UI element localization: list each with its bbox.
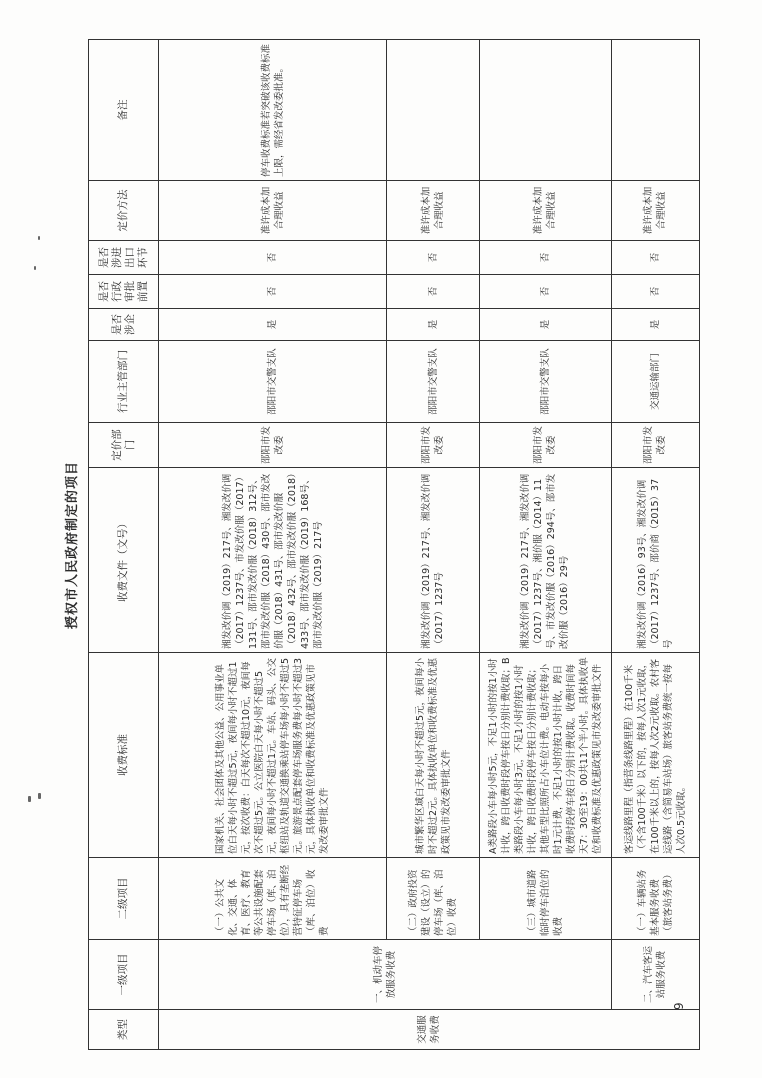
enterprise-cell: 是 [159, 309, 387, 341]
authority-cell: 邵阳市交警支队 [479, 341, 611, 423]
header-authority: 行业主管部门 [89, 341, 159, 423]
approval-cell: 否 [159, 275, 387, 309]
dept-cell: 邵阳市发改委 [387, 423, 479, 468]
page-title: 授权市人民政府制定的项目 [65, 461, 80, 630]
authority-cell: 邵阳市交警支队 [159, 341, 387, 423]
approval-cell: 否 [479, 275, 611, 309]
standard-cell: A类路段小车每小时5元，不足1小时的按1小时计收，跨日收费时段停车按日分别计费收取；B类路段小车每小时3元，不足1小时的按1小时计收，跨日收费时段停车按日分别计费收取；其他车型比照所占小车位计费。电动车按每小时1元计费，不足1小时的按1小时计收，跨日收费时段停车按日分别计费收取。收费时间每天7：30至19：00共11个半小时。具体执收单位和收费标准及优惠政策见市发改委审批文件 [479, 653, 611, 858]
header-enterprise: 是否涉企 [89, 309, 159, 341]
rotated-table-sheet [60, 40, 700, 1050]
level1-cell: 二、汽车客运站服务收费 [611, 940, 699, 1010]
level2-cell: （一）车辆站务基本服务收费（旅客站务费） [611, 858, 699, 940]
dept-cell: 邵阳市发改委 [479, 423, 611, 468]
doc-cell: 湘发改价调（2019）217号、湘发改价调（2017）1237号、湘价服（2014）11号、市发改价服（2016）294号、邵市发改价服（2016）29号 [479, 468, 611, 653]
approval-cell: 否 [611, 275, 699, 309]
import-export-cell: 否 [387, 241, 479, 275]
doc-cell: 湘发改价调（2019）217号、湘发改价调（2017）1237号、市发改价服（2017）131号、邵市发改价服（2018）312号、邵市发改价服（2018）430号、邵市发改价服（2018）431号、邵市发改价服（2018）432号、邵市发改价服（2018）433号、邵市发改价服（2019）168号、邵市发改价服（2019）217号 [159, 468, 387, 653]
method-cell: 准许成本加合理收益 [479, 181, 611, 241]
dept-cell: 邵阳市发改委 [159, 423, 387, 468]
doc-cell: 湘发改价调（2019）217号、湘发改价调（2017）1237号 [387, 468, 479, 653]
header-type: 类型 [89, 1010, 159, 1050]
header-row [89, 40, 159, 1050]
table-row [387, 40, 479, 1050]
standard-cell: 国家机关、社会团体及其他公益、公用事业单位白天每小时不超过5元，夜间每小时不超过1元，按次收费：白天每次不超过10元，夜间每次不超过5元。公立医院白天每小时不超过5元，夜间每小时不超过1元。车站、码头、公交枢纽站及轨道交通换乘站停车场每小时不超过5元。旅游景点配套停车场服务费每小时不超过3元，具体执收单位和收费标准及优惠政策见市发改委审批文件 [159, 653, 387, 858]
method-cell: 准许成本加合理收益 [387, 181, 479, 241]
method-cell: 准许成本加合理收益 [611, 181, 699, 241]
header-dept: 定价部门 [89, 423, 159, 468]
level2-cell: （二）政府投资建设（设立）的停车场（库、泊位）收费 [387, 858, 479, 940]
import-export-cell: 否 [159, 241, 387, 275]
scan-speck [34, 266, 36, 270]
import-export-cell: 否 [479, 241, 611, 275]
header-approval: 是否行政审批前置 [89, 275, 159, 309]
fee-table [88, 39, 700, 1050]
remark-cell: 停车收费标准若突破该收费标准上限，需经省发改委批准。 [159, 40, 387, 181]
level2-cell: （一）公共文化、交通、体育、医疗、教育等公共设施配套停车场（库、泊位），具有垄断经营特征停车场（库、泊位）收费 [159, 858, 387, 940]
table-row [479, 40, 611, 1050]
remark-cell [611, 40, 699, 181]
header-import-export: 是否涉进出口环节 [89, 241, 159, 275]
level1-cell: 一、机动车停放服务收费 [159, 940, 612, 1010]
scan-speck [38, 236, 40, 240]
doc-cell: 湘发改价调（2016）93号、湘发改价调（2017）1237号、邵价商（2015）37号 [611, 468, 699, 653]
header-level1: 一级项目 [89, 940, 159, 1010]
enterprise-cell: 是 [387, 309, 479, 341]
table-row [611, 40, 699, 1050]
enterprise-cell: 是 [611, 309, 699, 341]
dept-cell: 邵阳市发改委 [611, 423, 699, 468]
authority-cell: 邵阳市交警支队 [387, 341, 479, 423]
method-cell: 准许成本加合理收益 [159, 181, 387, 241]
table-row [159, 40, 387, 1050]
standard-cell: 客运线路里程（指营条线路里程）在100千米（不含100千米）以下的，按每人次1元收取，在100千米以上的，按每人次2元收取。农村客运线路（含简易车站场）旅客站务费统一按每人次0.5元收取。 [611, 653, 699, 858]
scan-speck [28, 796, 31, 802]
category-cell: 交通服务收费 [159, 1010, 700, 1050]
import-export-cell: 否 [611, 241, 699, 275]
header-level2: 二级项目 [89, 858, 159, 940]
header-remark: 备注 [89, 40, 159, 181]
remark-cell [479, 40, 611, 181]
header-standard: 收费标准 [89, 653, 159, 858]
authority-cell: 交通运输部门 [611, 341, 699, 423]
remark-cell [387, 40, 479, 181]
page-number: 9 [672, 1002, 686, 1010]
header-doc: 收费文件（文号） [89, 468, 159, 653]
enterprise-cell: 是 [479, 309, 611, 341]
scan-speck [38, 793, 41, 799]
level2-cell: （三）城市道路临时停车泊位的收费 [479, 858, 611, 940]
header-method: 定价方法 [89, 181, 159, 241]
standard-cell: 城市繁华区域白天每小时不超过5元，夜间每小时不超过2元。具体执收单位和收费标准及优惠政策见市发改委审批文件 [387, 653, 479, 858]
approval-cell: 否 [387, 275, 479, 309]
